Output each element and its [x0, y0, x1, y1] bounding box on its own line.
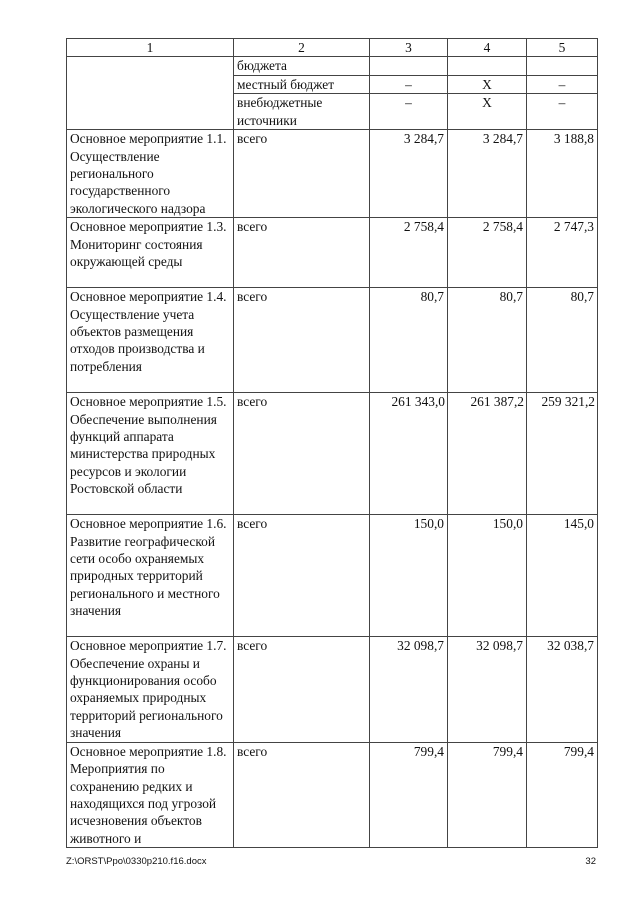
value-cell: 3 284,7 [370, 130, 448, 218]
value-cell: 150,0 [448, 515, 527, 637]
value-cell: 32 038,7 [527, 637, 598, 742]
value-cell: 261 343,0 [370, 393, 448, 515]
table-row [67, 393, 598, 515]
table-row [67, 130, 598, 218]
table-row [67, 218, 598, 288]
value-cell: – [370, 75, 448, 93]
header-cell: 3 [370, 39, 448, 57]
activity-label: Основное мероприятие 1.4. Осуществление учета объектов размещения отходов производства и потребления [67, 288, 234, 393]
header-cell: 4 [448, 39, 527, 57]
footer-file-path: Z:\ORST\Ppo\0330p210.f16.docx [66, 856, 207, 867]
source-cell: всего [234, 393, 370, 515]
header-cell: 2 [234, 39, 370, 57]
value-cell: Х [448, 75, 527, 93]
value-cell: 32 098,7 [370, 637, 448, 742]
header-cell: 5 [527, 39, 598, 57]
activity-label: Основное мероприятие 1.7. Обеспечение охраны и функционирования особо охраняемых природных территорий регионального значения [67, 637, 234, 742]
value-cell: 80,7 [370, 288, 448, 393]
table-row [67, 515, 598, 637]
table-row [67, 288, 598, 393]
value-cell: 32 098,7 [448, 637, 527, 742]
source-cell: всего [234, 515, 370, 637]
activity-label: Основное мероприятие 1.5. Обеспечение выполнения функций аппарата министерства природных ресурсов и экологии Ростовской области [67, 393, 234, 515]
activity-label: Основное мероприятие 1.1. Осуществление регионального государственного экологического надзора [67, 130, 234, 218]
value-cell: 3 284,7 [448, 130, 527, 218]
table-row [67, 57, 598, 75]
budget-table [66, 38, 598, 848]
source-cell: всего [234, 288, 370, 393]
value-cell [370, 57, 448, 75]
source-cell: всего [234, 742, 370, 847]
value-cell: 2 758,4 [370, 218, 448, 288]
value-cell: 261 387,2 [448, 393, 527, 515]
value-cell: 799,4 [370, 742, 448, 847]
value-cell [527, 57, 598, 75]
value-cell: – [527, 94, 598, 130]
activity-label: Основное мероприятие 1.6. Развитие географической сети особо охраняемых природных территорий регионального и местного значения [67, 515, 234, 637]
source-cell: всего [234, 218, 370, 288]
source-cell: всего [234, 130, 370, 218]
table-row [67, 742, 598, 847]
value-cell: 3 188,8 [527, 130, 598, 218]
value-cell: Х [448, 94, 527, 130]
value-cell: – [527, 75, 598, 93]
activity-label: Основное мероприятие 1.3. Мониторинг состояния окружающей среды [67, 218, 234, 288]
value-cell: 259 321,2 [527, 393, 598, 515]
page-number: 32 [585, 856, 596, 867]
table-row [67, 637, 598, 742]
value-cell: 2 747,3 [527, 218, 598, 288]
value-cell: – [370, 94, 448, 130]
row-label [67, 57, 234, 130]
value-cell: 799,4 [448, 742, 527, 847]
value-cell: 2 758,4 [448, 218, 527, 288]
source-cell: внебюджетные источники [234, 94, 370, 130]
value-cell: 145,0 [527, 515, 598, 637]
header-cell: 1 [67, 39, 234, 57]
value-cell [448, 57, 527, 75]
source-cell: местный бюджет [234, 75, 370, 93]
table-header-row [67, 39, 598, 57]
value-cell: 80,7 [527, 288, 598, 393]
value-cell: 80,7 [448, 288, 527, 393]
activity-label: Основное мероприятие 1.8. Мероприятия по сохранению редких и находящихся под угрозой исчезновения объектов животного и [67, 742, 234, 847]
source-cell: бюджета [234, 57, 370, 75]
source-cell: всего [234, 637, 370, 742]
value-cell: 799,4 [527, 742, 598, 847]
value-cell: 150,0 [370, 515, 448, 637]
